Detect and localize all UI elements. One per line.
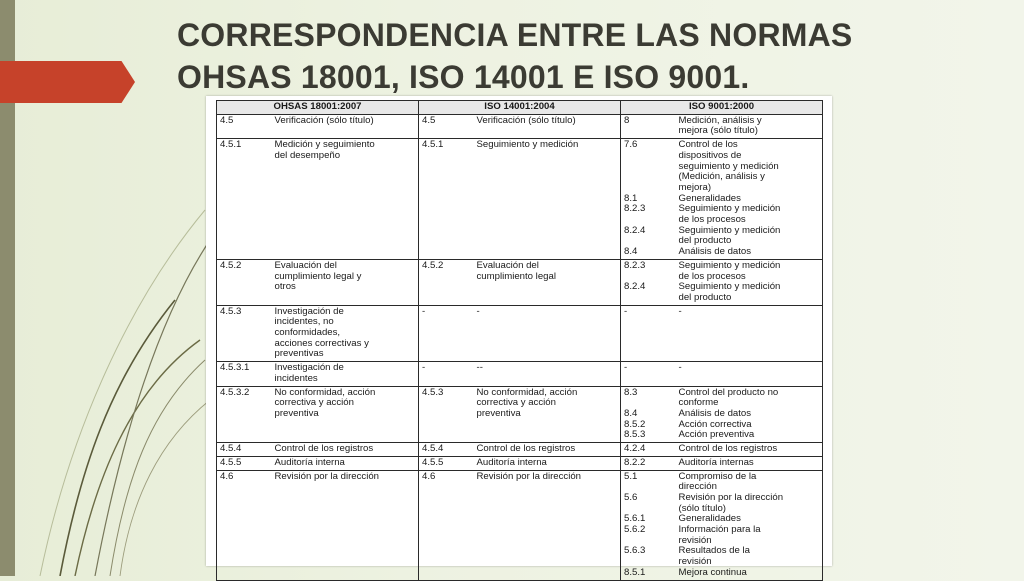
ohsas-code-cell (217, 443, 272, 457)
iso9001-code-cell (621, 305, 676, 362)
table-row (217, 456, 823, 470)
cell-line: 8.3 (624, 386, 638, 398)
iso9001-code-cell (621, 443, 676, 457)
cell-line: 4.5.3 (422, 386, 444, 398)
ohsas-desc-cell (272, 470, 419, 580)
iso9001-code-cell (621, 362, 676, 386)
ohsas-code-cell (217, 139, 272, 260)
cell-line: revisión (678, 534, 712, 546)
cell-line (624, 151, 673, 162)
cell-line: Análisis de datos (678, 246, 752, 258)
iso14001-desc-cell (474, 386, 621, 443)
cell-line: 8.2.3 (624, 203, 646, 215)
cell-line: Medición, análisis y (678, 114, 762, 126)
iso14001-desc-cell (474, 139, 621, 260)
ohsas-desc-cell (272, 114, 419, 138)
iso9001-desc-cell (676, 259, 823, 305)
slide-title (177, 14, 997, 98)
ohsas-code-cell (217, 470, 272, 580)
cell-line: 4.5.5 (422, 456, 444, 468)
iso14001-code-cell (419, 386, 474, 443)
iso14001-code-cell (419, 139, 474, 260)
table-row (217, 470, 823, 580)
cell-line: del desempeño (274, 149, 341, 161)
cell-line: 7.6 (624, 139, 638, 151)
title-line-1: CORRESPONDENCIA ENTRE LAS NORMAS (177, 17, 853, 53)
cell-line: 4.5 (422, 114, 436, 126)
correspondence-table (216, 100, 823, 581)
cell-line: Análisis de datos (678, 407, 752, 419)
table-row (217, 139, 823, 260)
cell-line: - (678, 362, 682, 374)
cell-line: Acción correctiva (678, 418, 752, 430)
cell-line: otros (274, 281, 296, 293)
cell-line: 5.6.1 (624, 513, 646, 525)
table-row (217, 386, 823, 443)
ohsas-desc-cell (272, 259, 419, 305)
cell-line: 4.2.4 (624, 443, 646, 455)
cell-line: Control de los registros (678, 443, 778, 455)
cell-line: Información para la (678, 524, 761, 536)
cell-line: 8.2.4 (624, 224, 646, 236)
cell-line: No conformidad, acción (274, 386, 376, 398)
cell-line: - (678, 305, 682, 317)
iso9001-desc-cell (676, 362, 823, 386)
cell-line: - (624, 362, 628, 374)
iso14001-desc-cell (474, 305, 621, 362)
cell-line: Control del producto no (678, 386, 779, 398)
iso14001-code-cell (419, 305, 474, 362)
iso14001-code-cell (419, 259, 474, 305)
iso9001-code-cell (621, 114, 676, 138)
cell-line: Control de los registros (476, 443, 576, 455)
iso9001-desc-cell (676, 443, 823, 457)
iso14001-code-cell (419, 456, 474, 470)
cell-line: del producto (678, 235, 732, 247)
cell-line: - (624, 305, 628, 317)
iso14001-desc-cell (474, 443, 621, 457)
cell-line: Verificación (sólo título) (476, 114, 576, 126)
cell-line: Generalidades (678, 192, 741, 204)
scanned-table-image (206, 96, 832, 578)
ohsas-desc-cell (272, 443, 419, 457)
cell-line: (sólo título) (678, 502, 726, 514)
cell-line: 8.4 (624, 407, 638, 419)
table-row (217, 443, 823, 457)
cell-line: 4.5.5 (220, 456, 242, 468)
cell-line: Compromiso de la (678, 470, 757, 482)
cell-line: cumplimiento legal y (274, 270, 362, 282)
cell-line: Seguimiento y medición (476, 139, 579, 151)
cell-line: 8.4 (624, 246, 638, 258)
iso14001-code-cell (419, 443, 474, 457)
table-row (217, 362, 823, 386)
ohsas-code-cell (217, 386, 272, 443)
cell-line: correctiva y acción (476, 397, 556, 409)
cell-line: 4.5.1 (422, 139, 444, 151)
cell-line: conformidades, (274, 327, 341, 339)
cell-line: preventiva (476, 407, 521, 419)
cell-line: de los procesos (678, 214, 746, 226)
cell-line (624, 183, 673, 194)
cell-line: 4.5.3.2 (220, 386, 250, 398)
ohsas-desc-cell (272, 305, 419, 362)
cell-line: Verificación (sólo título) (274, 114, 374, 126)
title-arrow-marker (0, 61, 135, 103)
cell-line: Control de los (678, 139, 738, 151)
iso9001-code-cell (621, 139, 676, 260)
cell-line: 4.5.4 (220, 443, 242, 455)
iso9001-desc-cell (676, 139, 823, 260)
cell-line: - (476, 305, 480, 317)
table-row (217, 305, 823, 362)
cell-line: Control de los registros (274, 443, 374, 455)
cell-line: - (422, 362, 426, 374)
cell-line: 4.5.3.1 (220, 362, 250, 374)
iso9001-code-cell (621, 470, 676, 580)
cell-line: 4.6 (220, 470, 234, 482)
cell-line: acciones correctivas y (274, 337, 369, 349)
cell-line: preventiva (274, 407, 319, 419)
cell-line: 5.6.3 (624, 545, 646, 557)
cell-line: incidentes, no (274, 316, 334, 328)
cell-line: Medición y seguimiento (274, 139, 375, 151)
ohsas-code-cell (217, 362, 272, 386)
iso9001-desc-cell (676, 470, 823, 580)
cell-line: Seguimiento y medición (678, 281, 781, 293)
header-iso9001: ISO 9001:2000 (621, 101, 823, 115)
cell-line: Seguimiento y medición (678, 224, 781, 236)
ohsas-code-cell (217, 456, 272, 470)
cell-line: 8.2.4 (624, 281, 646, 293)
cell-line: Investigación de (274, 362, 344, 374)
iso9001-code-cell (621, 386, 676, 443)
cell-line: 4.6 (422, 470, 436, 482)
cell-line (624, 162, 673, 173)
cell-line: Auditoría internas (678, 456, 754, 468)
cell-line: dirección (678, 481, 717, 493)
cell-line: 4.5.1 (220, 139, 242, 151)
cell-line: No conformidad, acción (476, 386, 578, 398)
cell-line: Generalidades (678, 513, 741, 525)
cell-line: incidentes (274, 372, 318, 384)
cell-line: 4.5 (220, 114, 234, 126)
header-ohsas: OHSAS 18001:2007 (217, 101, 419, 115)
cell-line: seguimiento y medición (678, 160, 779, 172)
ohsas-desc-cell (272, 386, 419, 443)
iso14001-code-cell (419, 114, 474, 138)
cell-line: - (422, 305, 426, 317)
ohsas-desc-cell (272, 456, 419, 470)
cell-line: -- (476, 362, 483, 374)
iso14001-desc-cell (474, 259, 621, 305)
cell-line: Resultados de la (678, 545, 750, 557)
cell-line: Revisión por la dirección (476, 470, 582, 482)
ohsas-desc-cell (272, 139, 419, 260)
cell-line: cumplimiento legal (476, 270, 556, 282)
cell-line: 5.6.2 (624, 523, 646, 535)
iso14001-desc-cell (474, 362, 621, 386)
cell-line: Seguimiento y medición (678, 259, 781, 271)
cell-line: 8.1 (624, 192, 638, 204)
iso14001-code-cell (419, 362, 474, 386)
cell-line: Investigación de (274, 305, 344, 317)
cell-line: dispositivos de (678, 149, 742, 161)
cell-line: 8.5.3 (624, 429, 646, 441)
cell-line: Seguimiento y medición (678, 203, 781, 215)
cell-line: Evaluación del (274, 259, 337, 271)
cell-line: Auditoría interna (476, 456, 547, 468)
iso9001-code-cell (621, 456, 676, 470)
cell-line: mejora) (678, 181, 712, 193)
cell-line: 8.5.2 (624, 418, 646, 430)
cell-line: 8.5.1 (624, 566, 646, 578)
cell-line: preventivas (274, 348, 324, 360)
cell-line: 5.1 (624, 470, 638, 482)
iso9001-desc-cell (676, 386, 823, 443)
cell-line: Revisión por la dirección (678, 491, 784, 503)
table-row (217, 114, 823, 138)
cell-line: 4.5.2 (220, 259, 242, 271)
iso14001-code-cell (419, 470, 474, 580)
cell-line: 4.5.4 (422, 443, 444, 455)
ohsas-code-cell (217, 259, 272, 305)
cell-line: del producto (678, 291, 732, 303)
cell-line: de los procesos (678, 270, 746, 282)
cell-line: revisión (678, 556, 712, 568)
cell-line: Revisión por la dirección (274, 470, 380, 482)
cell-line: 5.6 (624, 491, 638, 503)
header-iso14001: ISO 14001:2004 (419, 101, 621, 115)
cell-line: Mejora continua (678, 566, 747, 578)
ohsas-desc-cell (272, 362, 419, 386)
iso14001-desc-cell (474, 114, 621, 138)
cell-line: mejora (sólo título) (678, 125, 758, 137)
iso9001-desc-cell (676, 305, 823, 362)
ohsas-code-cell (217, 114, 272, 138)
iso9001-desc-cell (676, 456, 823, 470)
cell-line (624, 172, 673, 183)
title-line-2: OHSAS 18001, ISO 14001 E ISO 9001. (177, 59, 750, 95)
iso9001-code-cell (621, 259, 676, 305)
cell-line: correctiva y acción (274, 397, 354, 409)
iso9001-desc-cell (676, 114, 823, 138)
cell-line: conforme (678, 397, 719, 409)
table-header-row (217, 101, 823, 115)
ohsas-code-cell (217, 305, 272, 362)
cell-line: 8.2.3 (624, 259, 646, 271)
cell-line: Evaluación del (476, 259, 539, 271)
cell-line: 8 (624, 114, 630, 126)
cell-line: 8.2.2 (624, 456, 646, 468)
table-row (217, 259, 823, 305)
cell-line: Auditoría interna (274, 456, 345, 468)
iso14001-desc-cell (474, 456, 621, 470)
cell-line: (Medición, análisis y (678, 171, 765, 183)
cell-line: Acción preventiva (678, 429, 755, 441)
cell-line: 4.5.3 (220, 305, 242, 317)
cell-line: 4.5.2 (422, 259, 444, 271)
iso14001-desc-cell (474, 470, 621, 580)
